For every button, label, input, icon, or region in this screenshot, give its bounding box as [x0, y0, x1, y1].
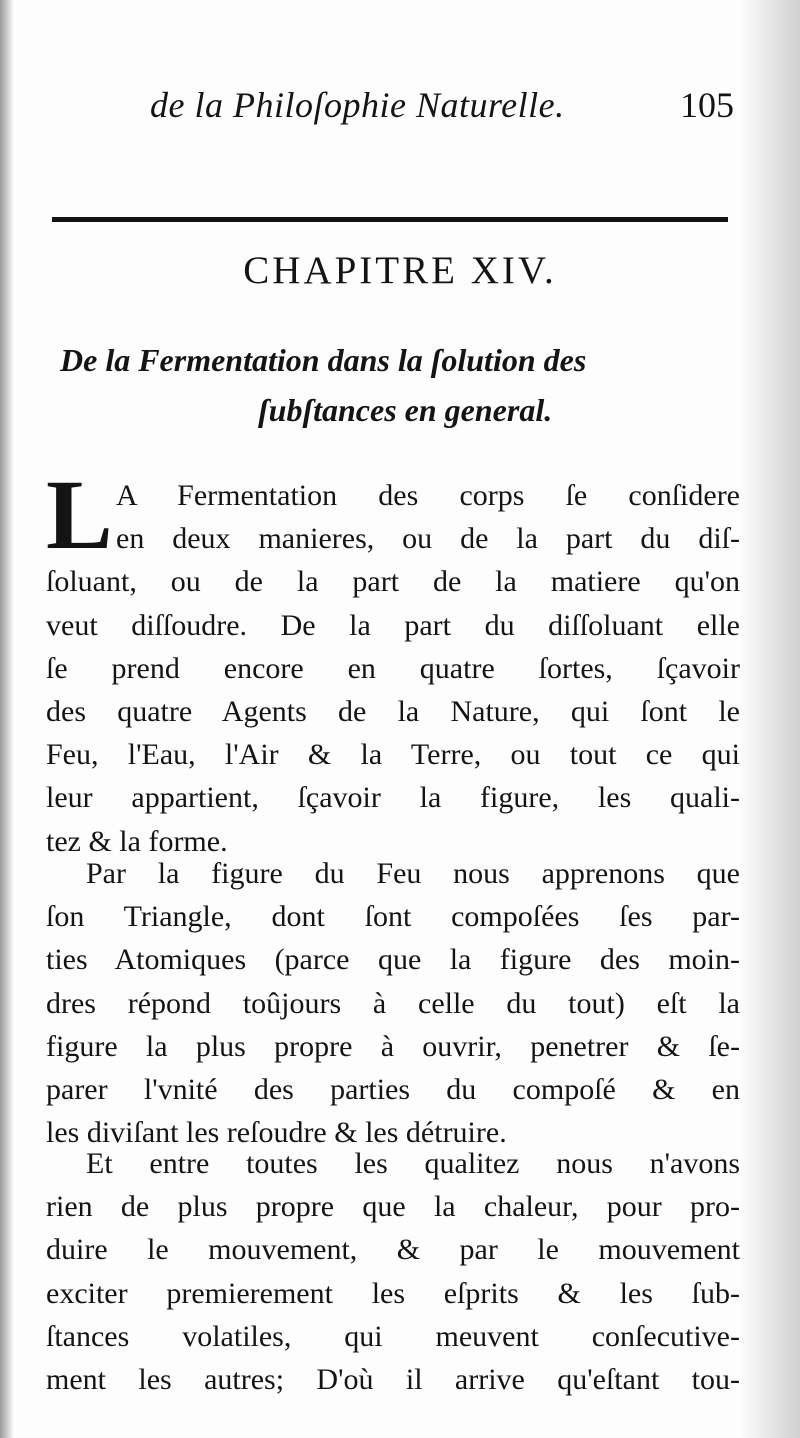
header-rule [52, 217, 728, 222]
text-line: Feu, l'Eau, l'Air & la Terre, ou tout ce qui [46, 738, 740, 772]
page-number: 105 [680, 85, 734, 125]
text-line: rien de plus propre que la chaleur, pour pro- [46, 1190, 740, 1224]
page-header [150, 84, 750, 134]
text-line: les diviſant les reſoudre & les détruire. [46, 1116, 507, 1150]
text-line: exciter premierement les eſprits & les ſub- [46, 1276, 740, 1310]
text-line: en deux manieres, ou de la part du diſ- [116, 522, 740, 556]
text-line: ſe prend encore en quatre ſortes, ſçavoir [46, 651, 740, 685]
chapter-subtitle-line-2: ſubſtances en general. [258, 392, 553, 428]
paragraph-1 [46, 474, 740, 863]
chapter-subtitle-line-1: De la Fermentation dans la ſolution des [60, 342, 587, 378]
text-line: figure la plus propre à ouvrir, penetrer & ſe- [46, 1029, 740, 1063]
paragraph-3 [46, 1142, 740, 1401]
paragraph-2 [46, 852, 740, 1154]
text-line: duire le mouvement, & par le mouvement [46, 1233, 740, 1267]
text-line: ment les autres; D'où il arrive qu'eſtant tou- [46, 1362, 740, 1396]
text-line: ſoluant, ou de la part de la matiere qu'on [46, 565, 740, 599]
binding-shadow-left [0, 0, 14, 1438]
binding-shadow-right [740, 0, 800, 1438]
text-line: tez & la forme. [46, 824, 228, 858]
text-line: ſtances volatiles, qui meuvent conſecutive- [46, 1319, 740, 1353]
drop-cap: L [46, 459, 113, 570]
text-line: ties Atomiques (parce que la figure des moin- [46, 943, 740, 977]
chapter-title: CHAPITRE XIV. [243, 249, 557, 292]
text-line: A Fermentation des corps ſe conſidere [116, 479, 740, 512]
text-line: parer l'vnité des parties du compoſé & en [46, 1072, 740, 1106]
text-line: veut diſſoudre. De la part du diſſoluant elle [46, 608, 740, 642]
running-head: de la Philoſophie Naturelle. [150, 85, 565, 125]
text-line: leur appartient, ſçavoir la figure, les quali- [46, 781, 740, 815]
text-line: Par la figure du Feu nous apprenons que [86, 857, 740, 890]
text-line: dres répond toûjours à celle du tout) eſt la [46, 986, 740, 1020]
text-line: des quatre Agents de la Nature, qui ſont le [46, 694, 740, 728]
text-line: Et entre toutes les qualitez nous n'avons [86, 1147, 740, 1180]
text-line: ſon Triangle, dont ſont compoſées ſes par- [46, 900, 740, 934]
